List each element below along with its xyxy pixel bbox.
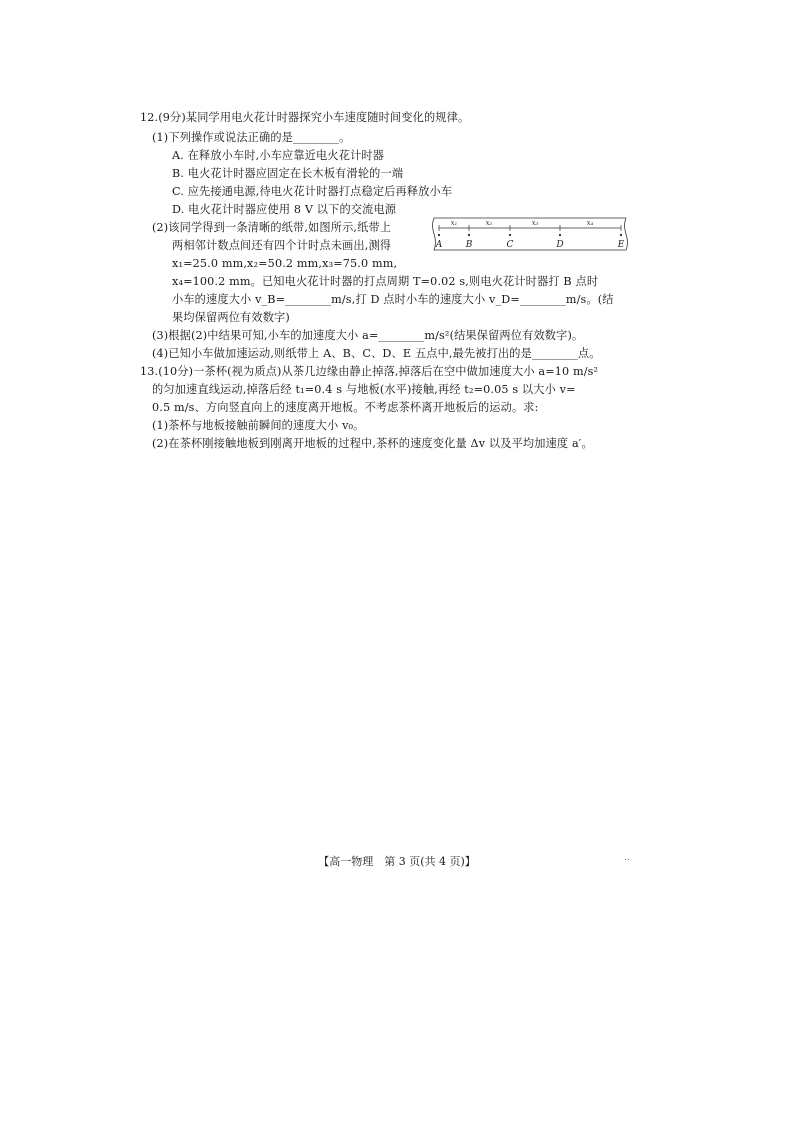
segment-label-x1: x₁	[450, 219, 458, 227]
q12-part3: (3)根据(2)中结果可知,小车的加速度大小 a=________m/s²(结果保留两位有效数字)。	[152, 329, 584, 342]
q12-part4: (4)已知小车做加速运动,则纸带上 A、B、C、D、E 五点中,最先被打出的是________点。	[152, 347, 601, 360]
q13-line2: 的匀加速直线运动,掉落后经 t₁=0.4 s 与地板(水平)接触,再经 t₂=0.05 s 以大小 v=	[152, 383, 576, 396]
point-label-d: D	[556, 240, 564, 250]
q13-line1: 13.(10分)一茶杯(视为质点)从茶几边缘由静止掉落,掉落后在空中做加速度大小 a=10 m/s²	[140, 365, 599, 378]
point-label-e: E	[617, 240, 625, 250]
q13-subq1: (1)茶杯与地板接触前瞬间的速度大小 v₀。	[152, 419, 365, 432]
page-footer: 【高一物理 第 3 页(共 4 页)】	[318, 855, 476, 868]
q12-part2-line2: 两相邻计数点间还有四个计时点未画出,测得	[172, 239, 392, 252]
q12-part1: (1)下列操作或说法正确的是________。	[152, 131, 351, 144]
point-label-c: C	[506, 240, 514, 250]
q12-option-a: A. 在释放小车时,小车应靠近电火花计时器	[172, 149, 385, 162]
q12-part2-line6: 果均保留两位有效数字)	[172, 311, 290, 324]
q13-subq2: (2)在茶杯刚接触地板到刚离开地板的过程中,茶杯的速度变化量 Δv 以及平均加速度 a′。	[152, 437, 593, 450]
q12-part2-line3: x₁=25.0 mm,x₂=50.2 mm,x₃=75.0 mm,	[172, 257, 398, 270]
paper-tape-figure	[431, 217, 629, 251]
point-label-b: B	[465, 240, 473, 250]
q12-part2-line1: (2)该同学得到一条清晰的纸带,如图所示,纸带上	[152, 221, 392, 234]
paper-tape-outline	[433, 218, 628, 250]
q12-stem: 12.(9分)某同学用电火花计时器探究小车速度随时间变化的规律。	[140, 111, 470, 124]
q12-option-d: D. 电火花计时器应使用 8 V 以下的交流电源	[172, 203, 397, 216]
q12-option-c: C. 应先接通电源,待电火花计时器打点稳定后再释放小车	[172, 185, 453, 198]
tape-dots	[438, 234, 622, 236]
q12-option-b: B. 电火花计时器应固定在长木板有滑轮的一端	[172, 167, 404, 180]
segment-label-x2: x₂	[485, 219, 493, 227]
q12-part2-line5: 小车的速度大小 v_B=________m/s,打 D 点时小车的速度大小 v_D=________m/s。(结	[172, 293, 614, 306]
point-label-a: A	[435, 240, 443, 250]
segment-label-x4: x₄	[586, 219, 594, 227]
segment-label-x3: x₃	[531, 219, 539, 227]
q12-part2-line4: x₄=100.2 mm。已知电火花计时器的打点周期 T=0.02 s,则电火花计时器打 B 点时	[172, 275, 599, 288]
q13-line3: 0.5 m/s、方向竖直向上的速度离开地板。不考虑茶杯离开地板后的运动。求:	[152, 401, 539, 414]
corner-mark: ..	[624, 853, 630, 863]
